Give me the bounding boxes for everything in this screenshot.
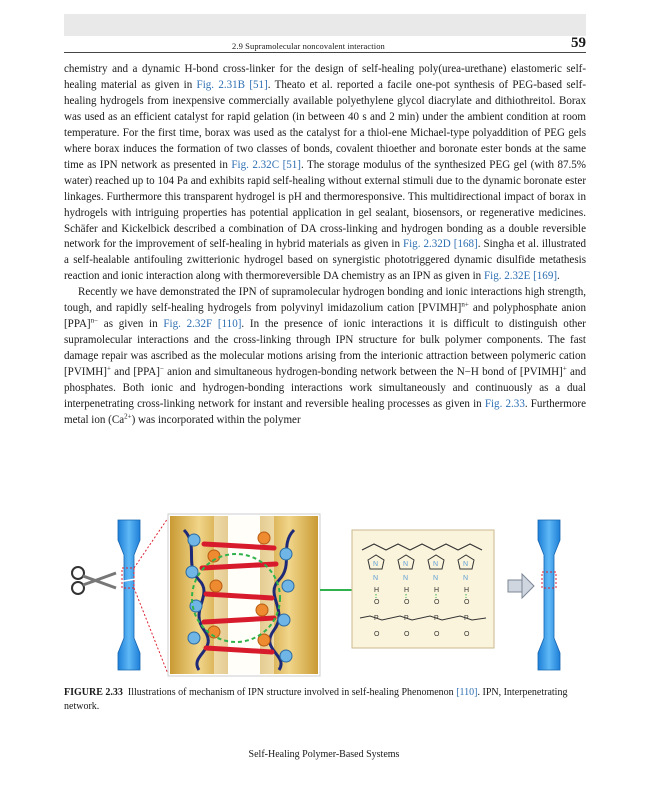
figure-2-33 xyxy=(64,510,586,680)
header-rule xyxy=(64,52,586,53)
caption-tail: . IPN, Interpenetrating network. xyxy=(64,687,568,712)
svg-text:P: P xyxy=(464,615,469,622)
text-run: . Singha et al. illustrated a self-healable antifouling zwitterionic hydrogel based on synergistic phototriggered dynamic disulfide metathesis reaction and ionic interaction along with thermoreversible DA chemistry as an IPN as given in xyxy=(64,238,586,283)
svg-text:N: N xyxy=(373,561,379,568)
text-run: . Furthermore metal ion (Ca xyxy=(64,398,586,426)
scissors-icon xyxy=(72,567,116,594)
svg-text:P: P xyxy=(404,615,409,622)
paragraph-2 xyxy=(64,285,586,429)
svg-text:N: N xyxy=(373,575,379,582)
chemical-structure-panel xyxy=(352,530,494,648)
superscript: n+ xyxy=(461,300,469,309)
text-run: Recently we have demonstrated the IPN of supramolecular hydrogen bonding and ionic interactions high strength, tough, and rapidly self-healing hydrogels from polyvinyl imidazolium cation [PVIMH] xyxy=(64,286,586,315)
svg-text:H: H xyxy=(404,587,410,594)
text-run: . The storage modulus of the synthesized PEG gel (with 87.5% water) reached up to 104 Pa and exhibits rapid self-healing without external stimuli due to the dynamic boronate ester linkages. Furthermore this transparent hydrogel is pH and thermoresponsive. This multidirectional impact of borax in hydrogels with intriguing properties has potential application in gel sealant, biosensors, or regenerative medicines. Schäfer and Kickelbick described a combination of DA cross-linking and hydrogen bonding as a double reversible network for the improvement of self-healing in hybrid materials as given in xyxy=(64,158,586,251)
paragraph-1 xyxy=(64,62,586,285)
reference-link[interactable]: [51] xyxy=(282,158,301,171)
svg-text:O: O xyxy=(404,599,410,606)
text-run: and polyphosphate anion [PPA] xyxy=(64,302,587,331)
reference-link[interactable]: [169] xyxy=(533,270,558,283)
reference-link[interactable]: Fig. 2.32F xyxy=(163,318,213,331)
figure-label: FIGURE 2.33 xyxy=(64,687,123,698)
svg-text:P: P xyxy=(434,615,439,622)
svg-text:N: N xyxy=(433,575,439,582)
footer-book-title: Self-Healing Polymer-Based Systems xyxy=(248,749,400,760)
svg-text:N: N xyxy=(403,575,409,582)
body-text xyxy=(64,62,586,429)
svg-text:O: O xyxy=(374,631,380,638)
caption-text: Illustrations of mechanism of IPN structure involved in self-healing Phenomenon xyxy=(127,687,457,698)
caption-reference-link[interactable]: [110] xyxy=(456,687,478,698)
superscript: n− xyxy=(90,316,99,325)
svg-text:N: N xyxy=(463,561,469,568)
text-run: ) was incorporated within the polymer xyxy=(131,413,301,426)
svg-text:O: O xyxy=(404,631,410,638)
superscript: + xyxy=(562,364,567,373)
arrow-right-icon xyxy=(508,574,534,598)
text-run: . Theato et al. reported a facile one-pot synthesis of PEG-based self-healing hydrogels from inexpensive commercially available polyethylene glycol diacrylate and dithiothreitol. Borax was used as an efficient catalyst for rapid gelation (in between 40 s and 2 min) under the ambient condition at room temperature. For the first time, borax was used as the catalyst for a thiol-ene Michael-type polyaddition of PEG gels where borax induces the formation of two classes of bonds, covalent thioether and boronate ester bonds at the same time as IPN network as presented in xyxy=(64,78,587,171)
reference-link[interactable]: Fig. 2.32D xyxy=(402,238,451,251)
svg-text:N: N xyxy=(463,575,469,582)
reference-link[interactable]: Fig. 2.32C xyxy=(231,158,280,171)
reference-link[interactable]: [168] xyxy=(453,238,478,251)
svg-text:H: H xyxy=(374,587,380,594)
text-run: as given in xyxy=(98,318,164,331)
svg-text:O: O xyxy=(434,599,440,606)
svg-text:P: P xyxy=(374,615,379,622)
svg-text:O: O xyxy=(434,631,440,638)
ipn-mechanism-illustration xyxy=(64,510,586,680)
svg-text:H: H xyxy=(464,587,470,594)
text-run: chemistry and a dynamic H-bond cross-linker for the design of self-healing poly(urea-urethane) elastomeric self-healing material as given in xyxy=(64,63,586,91)
specimen-cut xyxy=(118,520,140,670)
text-run: . In the presence of ionic interactions it is difficult to distinguish other supramolecular interactions and the cross-linking through IPN structure for bulk polymer components. The fast damage repair was ascribed as the molecular motions arising from the interionic attraction between polymeric cation [PVIMH] xyxy=(64,318,586,379)
specimen-healed xyxy=(538,520,560,670)
superscript: − xyxy=(159,364,164,373)
svg-text:H: H xyxy=(434,587,440,594)
text-run: anion and simultaneous hydrogen-bonding network between the N−H bond of [PVIMH] xyxy=(163,366,563,379)
reference-link[interactable]: [110] xyxy=(217,318,242,331)
figure-caption xyxy=(64,686,586,714)
reference-link[interactable]: Fig. 2.33 xyxy=(484,398,525,411)
text-run: . xyxy=(557,270,560,283)
svg-text:O: O xyxy=(464,599,470,606)
text-run: and [PPA] xyxy=(110,366,160,379)
reference-link[interactable]: [51] xyxy=(249,78,268,91)
header-bar xyxy=(64,14,586,36)
reference-link[interactable]: Fig. 2.32E xyxy=(483,270,531,283)
svg-text:O: O xyxy=(374,599,380,606)
text-run: and phosphates. Both ionic and hydrogen-bonding interactions work simultaneously and continuously as a dual interpenetrating cross-linking network for instant and reversible healing processes as given in xyxy=(64,366,586,411)
reference-link[interactable]: Fig. 2.31B xyxy=(196,78,246,91)
svg-text:N: N xyxy=(433,561,439,568)
svg-text:N: N xyxy=(403,561,409,568)
superscript: + xyxy=(106,364,111,373)
svg-text:O: O xyxy=(464,631,470,638)
superscript: 2+ xyxy=(124,412,132,421)
healing-zone-diagram xyxy=(168,514,320,676)
running-title: 2.9 Supramolecular noncovalent interaction xyxy=(232,41,385,51)
page-number: 59 xyxy=(571,35,586,51)
